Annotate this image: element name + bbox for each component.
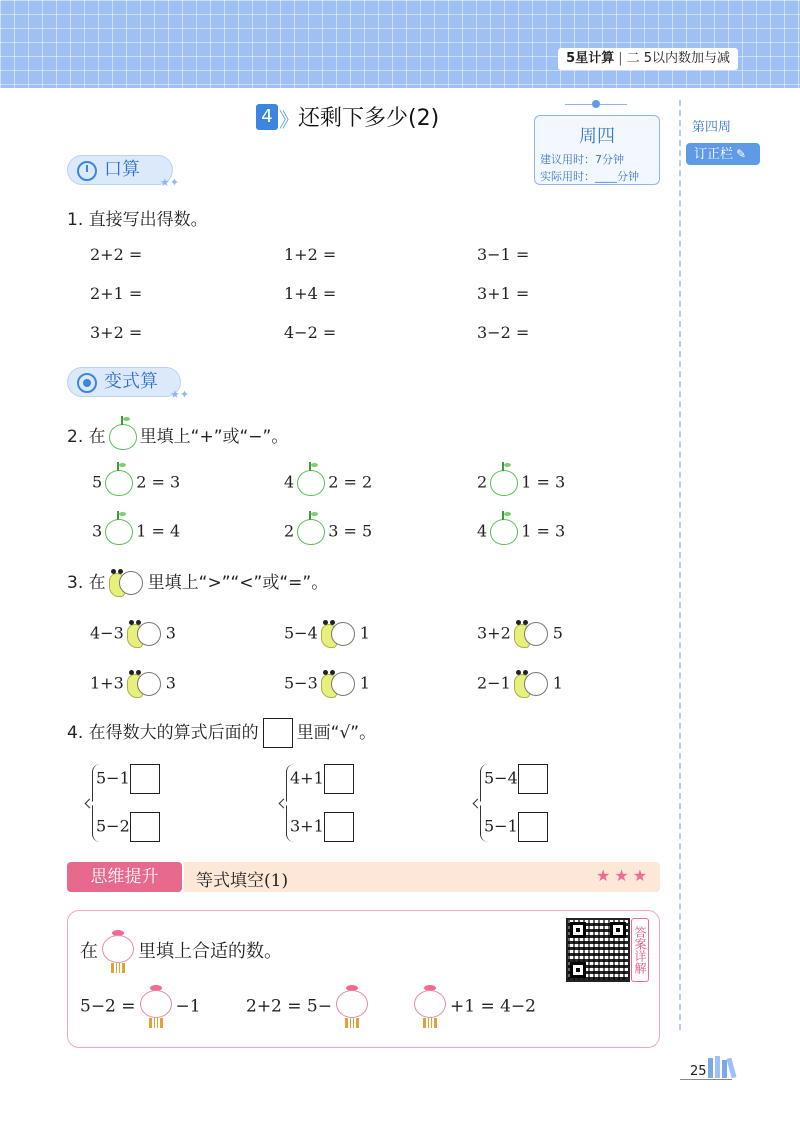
snail-answer-slot[interactable] xyxy=(514,620,550,648)
right-side: 3 = 5 xyxy=(328,521,373,541)
apple-icon xyxy=(109,424,137,450)
right-value: 5 xyxy=(552,623,563,643)
series-separator: | xyxy=(618,51,623,66)
apple-answer-slot[interactable] xyxy=(105,470,133,496)
chevron-right-icon: 》 xyxy=(279,108,299,132)
question-text: 里填上“+”或“−”。 xyxy=(139,427,289,447)
snail-answer-slot[interactable] xyxy=(127,670,163,698)
suggested-time: 建议用时：7分钟 xyxy=(540,153,624,166)
page-number: 25 xyxy=(690,1064,707,1079)
lantern-answer-slot[interactable] xyxy=(413,985,447,1029)
top-banner xyxy=(0,0,800,88)
q2-item xyxy=(92,470,180,496)
q1-expression: 1+2 = xyxy=(284,245,337,264)
left-expression: 5−4 xyxy=(284,623,318,643)
left-expression: 2−1 xyxy=(477,673,511,693)
stopwatch-icon xyxy=(77,161,97,181)
prompt-text: 在 xyxy=(80,941,98,962)
snail-answer-slot[interactable] xyxy=(514,670,550,698)
question-text: 里画“√”。 xyxy=(296,723,377,743)
left-operand: 4 xyxy=(477,521,488,541)
equation-1 xyxy=(80,985,201,1029)
section-title-text: 口算 xyxy=(104,159,140,180)
question-4-prompt xyxy=(67,718,376,748)
check-box[interactable] xyxy=(324,764,354,794)
qr-caption: 答案详解 xyxy=(631,918,649,982)
apple-answer-slot[interactable] xyxy=(490,519,518,545)
correction-tag xyxy=(686,143,760,165)
right-value: 3 xyxy=(165,673,176,693)
qr-code-icon[interactable] xyxy=(566,918,630,982)
prompt-text: 里填上合适的数。 xyxy=(138,941,282,962)
q2-item xyxy=(477,519,565,545)
right-side: 2 = 2 xyxy=(328,472,373,492)
pencil-icon: ✎ xyxy=(736,147,747,161)
left-expression: 1+3 xyxy=(90,673,124,693)
sparkle-icon: ★✦ xyxy=(170,388,190,401)
section-title-mental-math xyxy=(67,155,173,185)
q3-item xyxy=(477,670,563,698)
q3-item xyxy=(90,620,176,648)
lesson-number: 4 xyxy=(256,104,278,130)
q4-item xyxy=(96,764,160,794)
expression: 5−1 xyxy=(484,816,518,836)
question-number: 4. xyxy=(67,723,84,743)
q4-item xyxy=(290,764,354,794)
correction-label: 订正栏 xyxy=(694,147,734,162)
page-number-underline xyxy=(680,1079,732,1080)
equation-right: +1 = 4−2 xyxy=(450,996,536,1017)
right-side: 1 = 3 xyxy=(521,472,566,492)
q4-item xyxy=(484,812,548,842)
q2-item xyxy=(92,519,180,545)
question-number: 1. xyxy=(67,210,84,230)
snail-answer-slot[interactable] xyxy=(127,620,163,648)
right-column-divider xyxy=(679,100,681,1030)
day-title: 周四 xyxy=(579,126,615,147)
lantern-icon xyxy=(101,930,135,974)
right-value: 3 xyxy=(165,623,176,643)
lesson-title: 还剩下多少(2) xyxy=(298,106,440,131)
snail-icon xyxy=(109,569,145,597)
actual-time: 实际用时：____分钟 xyxy=(540,170,639,183)
question-number: 2. xyxy=(67,427,84,447)
question-1-prompt xyxy=(67,205,208,230)
section-title-text: 变式算 xyxy=(104,371,158,392)
apple-answer-slot[interactable] xyxy=(297,470,325,496)
left-expression: 4−3 xyxy=(90,623,124,643)
check-box[interactable] xyxy=(518,764,548,794)
left-operand: 2 xyxy=(284,521,295,541)
q1-expression: 4−2 = xyxy=(284,323,337,342)
right-side: 1 = 3 xyxy=(521,521,566,541)
left-operand: 2 xyxy=(477,472,488,492)
section-title-variation xyxy=(67,367,181,397)
apple-answer-slot[interactable] xyxy=(490,470,518,496)
target-icon xyxy=(77,373,97,393)
thinking-label: 思维提升 xyxy=(67,862,182,892)
expression: 5−2 xyxy=(96,816,130,836)
right-side: 1 = 4 xyxy=(136,521,181,541)
left-expression: 5−3 xyxy=(284,673,318,693)
pin-icon xyxy=(592,100,600,108)
week-label: 第四周 xyxy=(692,120,732,135)
thinking-title: 等式填空(1) xyxy=(196,871,289,891)
lantern-answer-slot[interactable] xyxy=(335,985,369,1029)
question-text: 在 xyxy=(88,427,106,447)
equation-2 xyxy=(246,985,372,1029)
q4-item xyxy=(290,812,354,842)
q3-item xyxy=(90,670,176,698)
snail-answer-slot[interactable] xyxy=(321,670,357,698)
equation-left: 2+2 = 5− xyxy=(246,996,332,1017)
question-number: 3. xyxy=(67,573,84,593)
answer-box-icon xyxy=(263,718,293,748)
q2-item xyxy=(284,470,372,496)
question-3-prompt xyxy=(67,568,328,597)
right-value: 1 xyxy=(359,623,370,643)
expression: 4+1 xyxy=(290,768,324,788)
q1-expression: 1+4 = xyxy=(284,284,337,303)
equation-left: 5−2 = xyxy=(80,996,136,1017)
q1-expression: 3+2 = xyxy=(90,323,143,342)
question-text: 直接写出得数。 xyxy=(88,210,208,230)
question-text: 里填上“>”“<”或“=”。 xyxy=(147,573,329,593)
apple-answer-slot[interactable] xyxy=(105,519,133,545)
q1-expression: 2+1 = xyxy=(90,284,143,303)
series-label xyxy=(558,48,738,70)
question-2-prompt xyxy=(67,422,288,450)
check-box[interactable] xyxy=(324,812,354,842)
check-box[interactable] xyxy=(130,764,160,794)
thinking-prompt xyxy=(80,930,282,974)
q1-expression: 3−2 = xyxy=(477,323,530,342)
apple-answer-slot[interactable] xyxy=(297,519,325,545)
difficulty-stars-icon: ★★★ xyxy=(596,866,652,885)
sparkle-icon: ★✦ xyxy=(160,176,180,189)
books-icon xyxy=(708,1056,738,1078)
q4-item xyxy=(96,812,160,842)
q4-item xyxy=(484,764,548,794)
unit-name: 二 5以内数加与减 xyxy=(626,51,730,66)
q2-item xyxy=(477,470,565,496)
q3-item xyxy=(477,620,563,648)
check-box[interactable] xyxy=(130,812,160,842)
q2-item xyxy=(284,519,372,545)
left-operand: 3 xyxy=(92,521,103,541)
right-side: 2 = 3 xyxy=(136,472,181,492)
equation-right: −1 xyxy=(175,996,201,1017)
q3-item xyxy=(284,620,370,648)
question-text: 在得数大的算式后面的 xyxy=(88,723,259,743)
left-expression: 3+2 xyxy=(477,623,511,643)
left-operand: 4 xyxy=(284,472,295,492)
lantern-answer-slot[interactable] xyxy=(139,985,173,1029)
check-box[interactable] xyxy=(518,812,548,842)
snail-answer-slot[interactable] xyxy=(321,620,357,648)
q3-item xyxy=(284,670,370,698)
q1-expression: 2+2 = xyxy=(90,245,143,264)
expression: 5−1 xyxy=(96,768,130,788)
series-name: 5星计算 xyxy=(566,51,615,66)
right-value: 1 xyxy=(552,673,563,693)
question-text: 在 xyxy=(88,573,106,593)
q1-expression: 3+1 = xyxy=(477,284,530,303)
expression: 5−4 xyxy=(484,768,518,788)
q1-expression: 3−1 = xyxy=(477,245,530,264)
equation-3 xyxy=(410,985,536,1029)
right-value: 1 xyxy=(359,673,370,693)
left-operand: 5 xyxy=(92,472,103,492)
expression: 3+1 xyxy=(290,816,324,836)
